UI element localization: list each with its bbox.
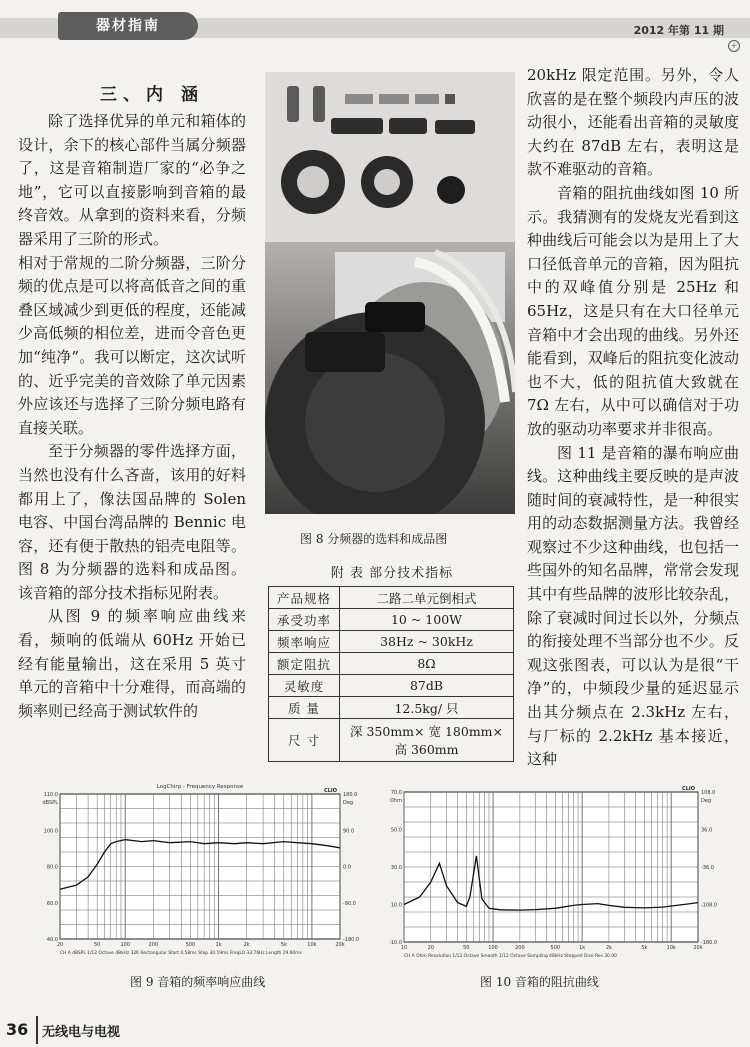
table-row	[269, 719, 514, 762]
crossover-photo-image	[265, 72, 515, 514]
y-right-tick-label: 108.0	[701, 790, 716, 796]
table-row	[269, 609, 514, 631]
spec-value: 10 ~ 100W	[340, 609, 514, 631]
y-tick-label: -10.0	[389, 940, 402, 946]
magazine-name: 无线电与电视	[42, 1025, 121, 1040]
y-right-axis-label: Deg	[343, 800, 354, 806]
x-tick-label: 20k	[693, 945, 703, 951]
x-tick-label: 100	[488, 945, 498, 951]
table-title: 附 表 部分技术指标	[330, 566, 454, 581]
spec-value: 38Hz ~ 30kHz	[340, 631, 514, 653]
paragraph: 除了选择优异的单元和箱体的设计，余下的核心部件当属分频器了，这是音箱制造厂家的“必争之地”，它可以直接影响到音箱的最终音效。从拿到的资料来看，分频器采用了三阶的形式。	[18, 112, 246, 248]
spec-value: 深 350mm× 宽 180mm× 高 360mm	[340, 719, 514, 762]
left-column	[18, 110, 246, 723]
x-tick-label: 10	[400, 945, 408, 951]
x-tick-label: 10k	[307, 942, 317, 948]
y-right-tick-label: 36.0	[701, 827, 713, 834]
y-right-tick-label: -90.0	[343, 900, 356, 907]
spec-value: 8Ω	[340, 653, 514, 675]
x-tick-label: 20	[427, 945, 434, 951]
footer-divider	[36, 1016, 38, 1044]
x-tick-label: 20k	[335, 942, 345, 948]
paragraph: 相对于常规的二阶分频器，三阶分频的优点是可以将高低音之间的重叠区域减少到更低的程度，还能减少高低频的相位差，进而令音色更加“纯净”。我可以断定，这次试听的、近乎完美的音效除了单元因素外应该还与选择了三阶分频电路有直接关联。	[18, 253, 246, 437]
paragraph: 音箱的阻抗曲线如图 10 所示。我猜测有的发烧友光看到这种曲线后可能会以为是用上了大口径低音单元的音箱，因为阻抗中的双峰值分别是 25Hz 和 65Hz，这是只有在大口径单元音箱中才会出现的曲线。另外还能看到，双峰后的阻抗变化波动也不大，低的阻抗值大致就在 7Ω 左右，从中可以确信对于功放的驱动功率要求并非很高。	[527, 183, 739, 438]
paragraph: 20kHz 限定范围。另外，令人欣喜的是在整个频段内声压的波动很小，还能看出音箱的灵敏度大约在 87dB 左右，表明这是款不难驱动的音箱。	[527, 66, 739, 179]
x-tick-label: 100	[120, 942, 131, 948]
table-row	[269, 587, 514, 609]
y-right-tick-label: 180.0	[343, 792, 358, 798]
impedance-chart	[378, 782, 728, 962]
figure-8-caption: 图 8 分频器的选料和成品图	[300, 532, 448, 546]
x-tick-label: 50	[463, 945, 470, 951]
y-tick-label: 40.0	[46, 937, 58, 943]
y-tick-label: 60.0	[46, 900, 58, 907]
x-tick-label: 1k	[579, 945, 586, 951]
x-tick-label: 20	[56, 942, 64, 948]
chart-brand: CLIO	[682, 786, 695, 792]
figure-9-caption: 图 9 音箱的频率响应曲线	[130, 975, 266, 989]
impedance-svg	[378, 782, 728, 962]
x-tick-label: 5k	[641, 945, 648, 951]
table-row	[269, 631, 514, 653]
y-tick-label: 80.0	[46, 864, 58, 871]
x-tick-label: 2k	[605, 945, 612, 951]
chart-title: LogChirp - Frequency Response	[156, 784, 244, 790]
y-tick-label: 30.0	[390, 865, 402, 871]
chart-brand: CLIO	[324, 788, 337, 794]
y-axis-label: Ohm	[390, 798, 402, 804]
y-axis-label: dBSPL	[42, 800, 58, 806]
table-row	[269, 697, 514, 719]
spec-key: 尺 寸	[269, 719, 340, 762]
frequency-response-svg	[30, 772, 366, 962]
x-tick-label: 10k	[666, 945, 676, 951]
spec-table	[268, 586, 514, 762]
x-tick-label: 1k	[215, 942, 222, 948]
spec-key: 质 量	[269, 697, 340, 719]
y-right-axis-label: Deg	[701, 798, 712, 804]
x-tick-label: 200	[515, 945, 525, 951]
x-tick-label: 2k	[243, 942, 250, 948]
y-tick-label: 100.0	[43, 828, 58, 835]
spec-value: 12.5kg/ 只	[340, 697, 514, 719]
y-right-tick-label: -180.0	[343, 937, 360, 943]
page-mark-icon: +	[728, 40, 740, 52]
spec-key: 灵敏度	[269, 675, 340, 697]
y-tick-label: 50.0	[390, 827, 402, 834]
spec-key: 产品规格	[269, 587, 340, 609]
y-tick-label: 10.0	[390, 902, 402, 909]
spec-value: 二路二单元倒相式	[340, 587, 514, 609]
x-tick-label: 200	[148, 942, 159, 948]
figure-10-caption: 图 10 音箱的阻抗曲线	[480, 975, 599, 989]
y-right-tick-label: 0.0	[343, 864, 351, 871]
chart-footer: CH A dBSPL 1/12 Octave 48kHz 32K Rectangular Start 0.58ms Stop 30.19ms FreqLO 33.76Hz Length 29.60ms	[60, 951, 302, 956]
x-tick-label: 50	[93, 942, 101, 948]
chart-footer: CH A Ohm Resolution 1/12 Octave Smooth 1/12 Octave Sampling 48kHz Stepped Dnsl Res 30.00	[404, 954, 617, 959]
y-right-tick-label: 90.0	[343, 828, 355, 835]
x-tick-label: 500	[550, 945, 561, 951]
table-row	[269, 653, 514, 675]
paragraph: 至于分频器的零件选择方面，当然也没有什么吝啬，该用的好料都用上了，像法国品牌的 Solen 电容、中国台湾品牌的 Bennic 电容，还有便于散热的铝壳电阻等。图 8 为分频器的选料和成品图。该音箱的部分技术指标见附表。	[18, 442, 246, 602]
y-tick-label: 70.0	[390, 790, 402, 796]
crossover-photo	[265, 72, 515, 514]
y-tick-label: 110.0	[43, 792, 58, 798]
y-right-tick-label: -108.0	[701, 902, 718, 909]
paragraph: 从图 9 的频率响应曲线来看，频响的低端从 60Hz 开始已经有能量输出，这在采用 5 英寸单元的音箱中十分难得，而高端的频率则已经高于测试软件的	[18, 607, 246, 720]
spec-value: 87dB	[340, 675, 514, 697]
table-row	[269, 675, 514, 697]
spec-key: 频率响应	[269, 631, 340, 653]
spec-key: 额定阻抗	[269, 653, 340, 675]
x-tick-label: 500	[185, 942, 196, 948]
y-right-tick-label: -180.0	[701, 940, 718, 946]
frequency-response-chart	[30, 772, 366, 962]
page-number: 36	[6, 1020, 29, 1039]
y-right-tick-label: -36.0	[701, 865, 714, 871]
paragraph: 图 11 是音箱的瀑布响应曲线。这种曲线主要反映的是声波随时间的衰减特性，是一种很实用的动态数据测量方法。我曾经观察过不少这种曲线，也包括一些国外的知名品牌，常常会发现其中有些品牌的波形比较杂乱，除了衰减时间过长以外，分频点的衔接处理不当部分也不少。反观这张图表，可以认为是很“干净”的，中频段少量的延迟显示出其分频点在 2.3kHz 左右，与厂标的 2.2kHz 基本接近，这种	[527, 443, 739, 769]
x-tick-label: 5k	[280, 942, 287, 948]
issue-label: 2012 年第 11 期	[633, 24, 724, 37]
right-column	[527, 64, 739, 772]
section-tag: 器材指南	[58, 12, 198, 40]
spec-key: 承受功率	[269, 609, 340, 631]
section-title: 三、内 涵	[100, 85, 204, 105]
